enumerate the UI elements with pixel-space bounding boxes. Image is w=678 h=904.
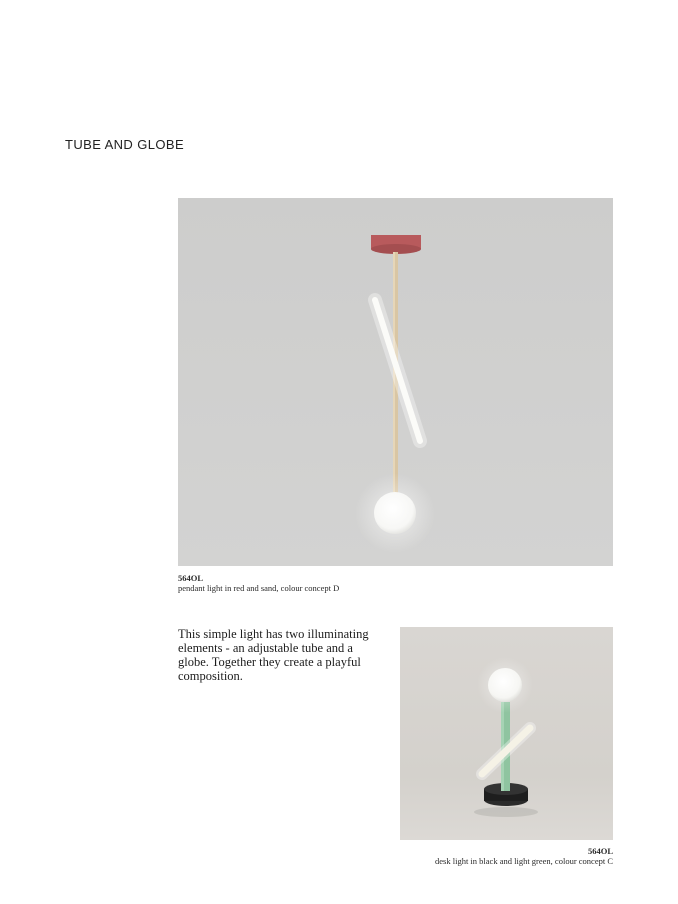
product-code: 564OL bbox=[587, 846, 613, 856]
caption-text: pendant light in red and sand, colour concept D bbox=[178, 583, 340, 593]
pendant-light-photo bbox=[178, 198, 613, 566]
description-paragraph: This simple light has two illuminating elements - an adjustable tube and a globe. Together they create a playful composition. bbox=[178, 627, 369, 683]
desk-light-caption bbox=[435, 846, 613, 866]
caption-text: desk light in black and light green, colour concept C bbox=[435, 856, 613, 866]
pendant-light-caption bbox=[178, 573, 339, 593]
page-heading: TUBE AND GLOBE bbox=[65, 137, 185, 152]
product-code: 564OL bbox=[178, 573, 204, 583]
desk-light-photo bbox=[400, 627, 613, 840]
